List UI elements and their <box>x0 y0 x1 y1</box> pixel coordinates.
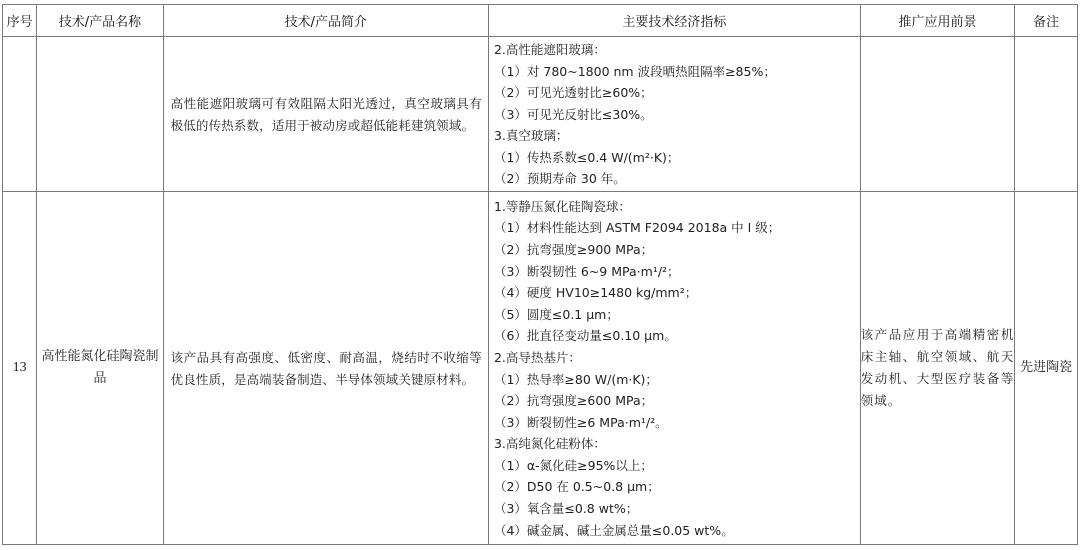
header-row <box>3 5 1078 37</box>
spec-line: 1.等静压氮化硅陶瓷球： <box>493 198 631 214</box>
spec-line: 3.真空玻璃： <box>493 128 569 144</box>
spec-line: （2）可见光透射比≥60%； <box>493 85 653 101</box>
spec-line: （1）α-氮化硅≥95%以上； <box>493 457 653 473</box>
header-name: 技术/产品名称 <box>37 5 163 37</box>
row-note: 先进陶瓷 <box>1015 192 1078 545</box>
spec-line: （1）传热系数≤0.4 W/(m²·K)； <box>493 149 680 165</box>
row-name <box>37 37 163 192</box>
spec-line: （2）抗弯强度≥900 MPa； <box>493 241 654 257</box>
row-name: 高性能氮化硅陶瓷制品 <box>37 192 163 545</box>
row-index <box>3 37 37 192</box>
row-intro-cell <box>163 37 488 192</box>
spec-line: （3）断裂韧性 6~9 MPa·m¹/²； <box>493 263 680 279</box>
spec-line: 2.高性能遮阳玻璃： <box>493 41 606 57</box>
header-specs: 主要技术经济指标 <box>488 5 860 37</box>
spec-line: （5）圆度≤0.1 μm； <box>493 306 619 322</box>
spec-line: 2.高导热基片： <box>493 349 581 365</box>
row-intro-cell <box>163 192 488 545</box>
spec-line: （2）预期寿命 30 年。 <box>493 171 626 187</box>
header-intro: 技术/产品简介 <box>163 5 488 37</box>
spec-line: （3）氧含量≤0.8 wt%； <box>493 501 639 517</box>
spec-line: （4）碱金属、碱土金属总量≤0.05 wt%。 <box>493 522 734 538</box>
table-row <box>3 192 1078 545</box>
spec-line: （6）批直径变动量≤0.10 μm。 <box>493 328 677 344</box>
spec-line: （4）硬度 HV10≥1480 kg/mm²； <box>493 285 698 301</box>
spec-line: （2）D50 在 0.5~0.8 μm； <box>493 479 660 495</box>
row-note <box>1015 37 1078 192</box>
row-prospect <box>860 37 1015 192</box>
header-index: 序号 <box>3 5 37 37</box>
spec-line: （3）可见光反射比≤30%。 <box>493 106 653 122</box>
indicator-table <box>2 4 1078 545</box>
row-specs-cell <box>488 37 860 192</box>
row-intro: 高性能遮阳玻璃可有效阻隔太阳光透过，真空玻璃具有极低的传热系数，适用于被动房或超低能耗建筑领域。 <box>170 96 482 133</box>
row-intro: 该产品具有高强度、低密度、耐高温，烧结时不收缩等优良性质，是高端装备制造、半导体领域关键原材料。 <box>170 350 482 387</box>
header-prospect: 推广应用前景 <box>860 5 1015 37</box>
spec-line: （1）材料性能达到 ASTM F2094 2018a 中 I 级； <box>493 220 781 236</box>
row-specs-cell <box>488 192 860 545</box>
spec-line: （3）断裂韧性≥6 MPa·m¹/²。 <box>493 414 668 430</box>
spec-line: （1）热导率≥80 W/(m·K)； <box>493 371 658 387</box>
row-prospect: 该产品应用于高端精密机床主轴、航空领域、航天发动机、大型医疗装备等领域。 <box>860 192 1015 545</box>
spec-line: （1）对 780~1800 nm 波段晒热阻隔率≥85%； <box>493 63 776 79</box>
spec-line: （2）抗弯强度≥600 MPa； <box>493 393 654 409</box>
header-note: 备注 <box>1015 5 1078 37</box>
table-row <box>3 37 1078 192</box>
row-index: 13 <box>3 192 37 545</box>
spec-line: 3.高纯氮化硅粉体： <box>493 436 606 452</box>
